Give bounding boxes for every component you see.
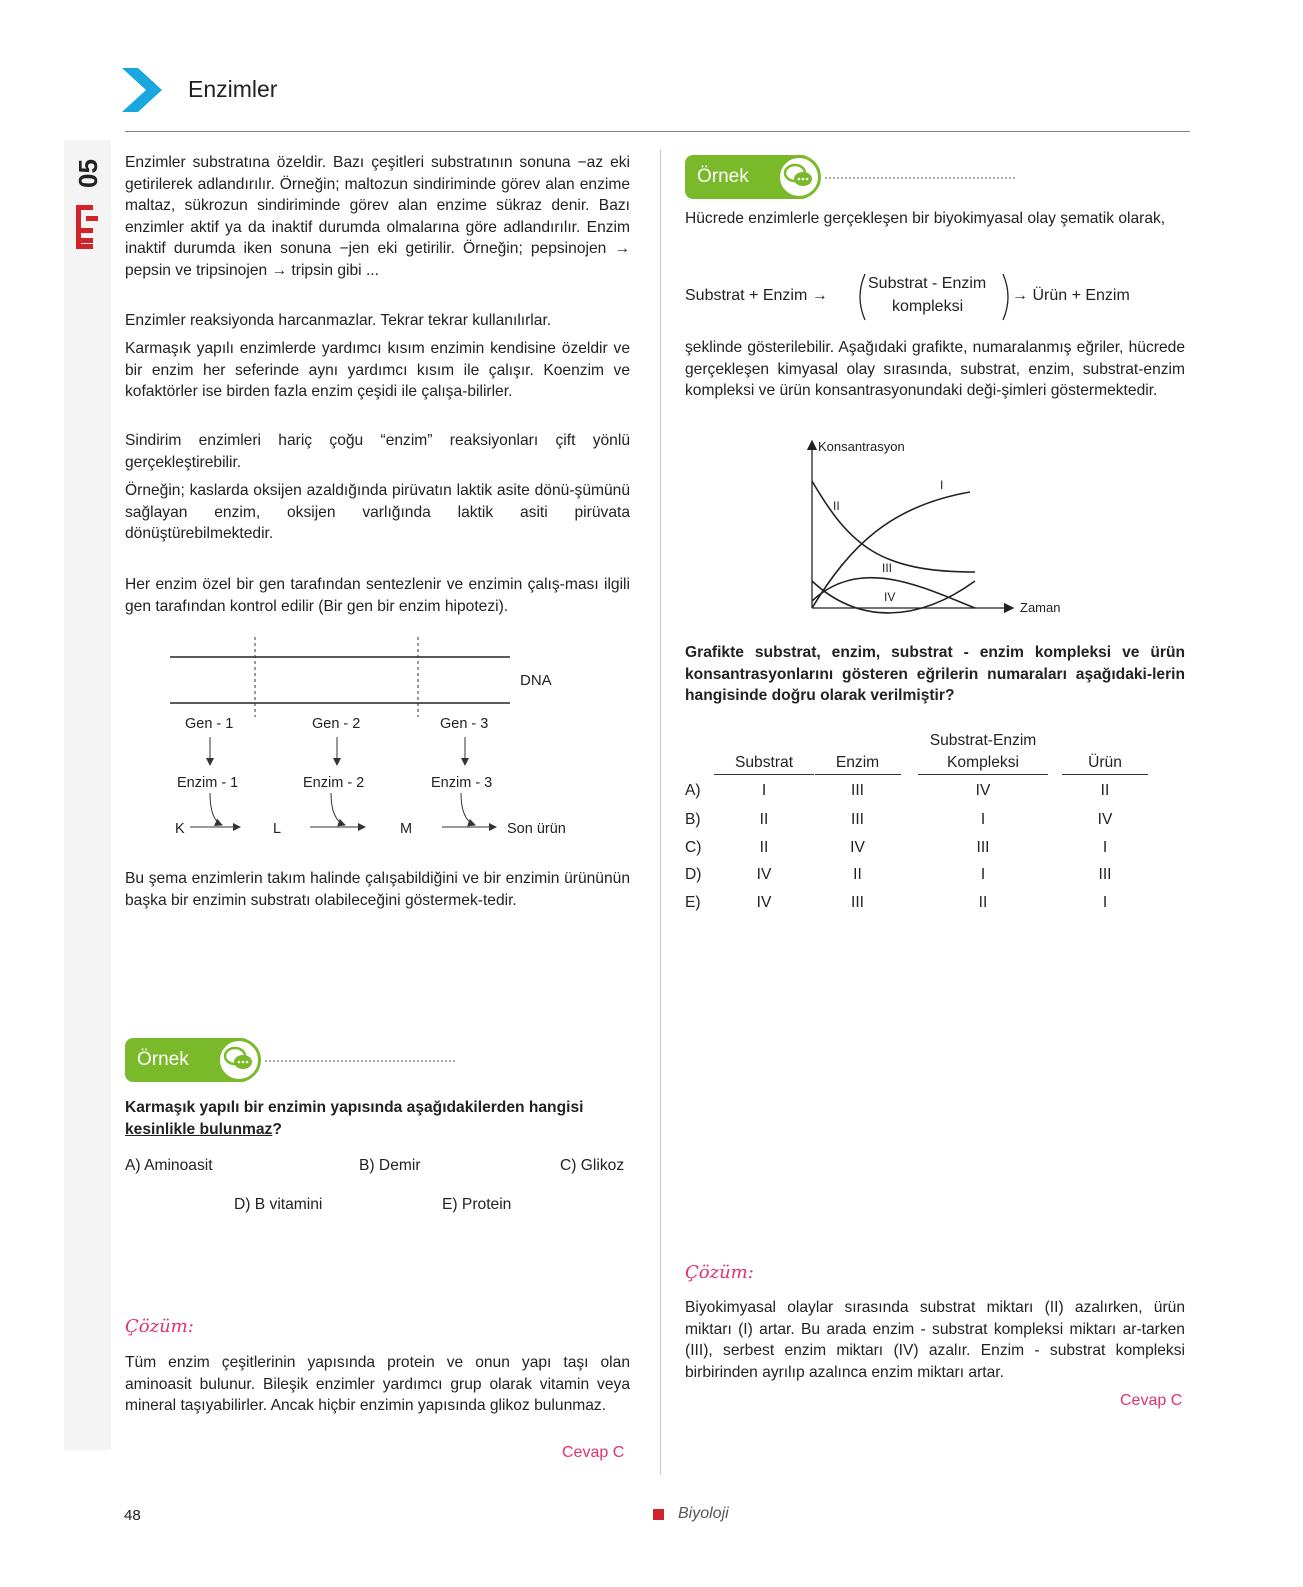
column-separator [660, 150, 661, 1475]
paragraph-after-diagram: Bu şema enzimlerin takım halinde çalışabildiğini ve bir enzimin ürününün başka bir enzimin substratı olabileceğini göstermek-tedir. [125, 870, 630, 909]
header-rule [125, 131, 1190, 132]
cell: IV [1097, 811, 1113, 828]
table-header-rule [815, 774, 901, 775]
option-c[interactable]: C) Glikoz [560, 1157, 625, 1174]
cell: III [1098, 866, 1112, 883]
equation-complex-1: Substrat - Enzim [868, 275, 987, 292]
table-header-complex-2: Kompleksi [947, 754, 1019, 771]
option-e[interactable]: E) Protein [442, 1196, 512, 1213]
cell: I [980, 811, 986, 828]
table-header-enzim: Enzim [835, 754, 880, 771]
example-badge-right [685, 155, 1015, 199]
curve-label-III: III [882, 561, 893, 575]
solution-label-right: Çözüm: [685, 1262, 754, 1283]
option-a[interactable]: A) Aminoasit [125, 1157, 213, 1174]
option-d[interactable]: D) B vitamini [234, 1196, 323, 1213]
enzyme-3-label: Enzim - 3 [431, 775, 493, 791]
cell: IV [756, 866, 772, 883]
cell: II [759, 839, 769, 856]
table-header-rule [714, 774, 814, 775]
answer-right: Cevap C [1120, 1392, 1183, 1409]
substrate-l: L [273, 821, 282, 837]
table-header-urun: Ürün [1088, 754, 1122, 771]
curve-label-II: II [833, 499, 840, 513]
page-title: Enzimler [188, 76, 278, 102]
row-letter: A) [685, 782, 701, 799]
right-question: Grafikte substrat, enzim, substrat - enzim kompleksi ve ürün konsantrasyonlarını gösteren eğrilerin numaraları aşağıdaki-lerin hangisinde doğru olarak verilmiştir? [685, 644, 1185, 704]
x-axis-label: Zaman [1020, 600, 1061, 615]
page-number: 48 [124, 1507, 141, 1524]
footer-square-icon [653, 1509, 664, 1520]
gene-3-label: Gen - 3 [440, 716, 489, 732]
cell: III [851, 894, 864, 911]
substrate-m: M [400, 821, 413, 837]
cell: II [1100, 782, 1110, 799]
emphasis-kesinlikle: kesinlikle bulunmaz [125, 1120, 273, 1138]
row-letter: E) [685, 894, 701, 911]
paragraph-4: Sindirim enzimleri hariç çoğu “enzim” reaksiyonları çift yönlü gerçekleştirebilir. [125, 432, 630, 471]
cell: I [761, 782, 767, 799]
row-letter: C) [685, 839, 702, 856]
unit-number: 05 [73, 159, 103, 188]
final-product: Son ürün [507, 821, 566, 837]
gene-1-label: Gen - 1 [185, 716, 234, 732]
concentration-chart [800, 436, 1080, 616]
cell: I [1102, 894, 1108, 911]
cell: II [759, 811, 769, 828]
substrate-k: K [175, 821, 185, 837]
cell: I [1102, 839, 1108, 856]
sidebar-strip [64, 140, 111, 1450]
paragraph-2: Enzimler reaksiyonda harcanmazlar. Tekrar tekrar kullanılırlar. [125, 312, 552, 329]
cell: IV [850, 839, 865, 856]
row-letter: B) [685, 811, 701, 828]
chapter-arrow-icon [122, 68, 164, 112]
solution-label-left: Çözüm: [125, 1316, 194, 1337]
equation-left: Substrat + Enzim → [685, 287, 828, 304]
footer-subject: Biyoloji [678, 1505, 729, 1522]
right-intro: Hücrede enzimlerle gerçekleşen bir biyokimyasal olay şematik olarak, [685, 210, 1166, 227]
solution-text-left: Tüm enzim çeşitlerinin yapısında protein ve onun yapı taşı olan aminoasit bulunur. Bileşik enzimler yardımcı grup olarak vitamin veya mineral taşıyabilirler. Ancak hiçbir enzimin yapısında glikoz bulunmaz. [125, 1354, 630, 1414]
enzyme-2-label: Enzim - 2 [303, 775, 365, 791]
paragraph-1: Enzimler substratına özeldir. Bazı çeşitleri substratının sonuna −az eki getirilerek adlandırılır. Örneğin; maltozun sindiriminde görev alan enzime maltaz, sükrozun sindiriminde görev alan enzime sükraz denir. Bazı enzimler aktif ya da inaktif durumda olmalarına göre adlandırılır. Enzim inaktif durumda iken sonuna −jen eki getirilir. Örneğin; pepsinojen → pepsin ve tripsinojen → tripsin gibi ... [125, 154, 630, 279]
row-letter: D) [685, 866, 702, 883]
curve-II [812, 481, 975, 572]
table-header-rule [1062, 774, 1148, 775]
cell: II [978, 894, 988, 911]
speech-bubbles-icon [777, 155, 821, 199]
cell: IV [756, 894, 772, 911]
solution-text-right: Biyokimyasal olaylar sırasında substrat miktarı (II) azalırken, ürün miktarı (I) artar. Bu arada enzim - substrat kompleksi miktarı ar-tarken (III), serbest enzim miktarı (IV) azalır. Enzim - substrat kompleksi birbirinden ayrılıp azalınca enzim miktarı artar. [685, 1299, 1185, 1381]
paragraph-3: Karmaşık yapılı enzimlerde yardımcı kısım enzimin kendisine özeldir ve bir enzim her seferinde aynı yardımcı kısım ile çalışır. Koenzim ve kofaktörler ise birden fazla enzim çeşidi ile çalışa-bilirler. [125, 340, 630, 400]
curve-label-IV: IV [884, 590, 896, 604]
y-axis-label: Konsantrasyon [818, 439, 905, 454]
cell: IV [975, 782, 991, 799]
dna-label: DNA [520, 672, 552, 689]
example-badge-label: Örnek [697, 166, 749, 187]
left-example-question: Karmaşık yapılı bir enzimin yapısında aşağıdakilerden hangisi kesinlikle bulunmaz? [125, 1099, 584, 1138]
table-header-complex-1: Substrat-Enzim [929, 732, 1037, 749]
table-header-rule [918, 774, 1048, 775]
example-badge-label: Örnek [137, 1049, 189, 1070]
example-badge-left [125, 1038, 455, 1082]
gene-2-label: Gen - 2 [312, 716, 361, 732]
curve-label-I: I [940, 478, 944, 492]
cell: I [980, 866, 986, 883]
gene-enzyme-diagram [160, 635, 600, 845]
equation-complex-2: kompleksi [892, 298, 964, 315]
cell: II [853, 866, 862, 883]
cell: III [851, 782, 864, 799]
paragraph-6: Her enzim özel bir gen tarafından sentezlenir ve enzimin çalış-ması ilgili gen tarafından kontrol edilir (Bir gen bir enzim hipotezi). [125, 576, 630, 615]
enzyme-1-label: Enzim - 1 [177, 775, 239, 791]
right-description: şeklinde gösterilebilir. Aşağıdaki grafikte, numaralanmış eğriler, hücrede gerçekleşen kimyasal olay sırasında, substrat, enzim, substrat-enzim kompleksi ve ürün konsantrasyonundaki deği-şimleri göstermektedir. [685, 339, 1185, 399]
cell: III [976, 839, 990, 856]
table-header-substrat: Substrat [734, 754, 794, 771]
paragraph-5: Örneğin; kaslarda oksijen azaldığında pirüvatın laktik asite dönü-şümünü sağlayan enzim, oksijen varlığında laktik asiti pirüvata dönüştürebilmektedir. [125, 482, 630, 542]
equation-right: → Ürün + Enzim [1012, 287, 1130, 304]
option-b[interactable]: B) Demir [359, 1157, 421, 1174]
cell: III [851, 811, 864, 828]
fasikul-logo [64, 150, 111, 260]
answer-left: Cevap C [562, 1444, 625, 1461]
speech-bubbles-icon [217, 1038, 261, 1082]
